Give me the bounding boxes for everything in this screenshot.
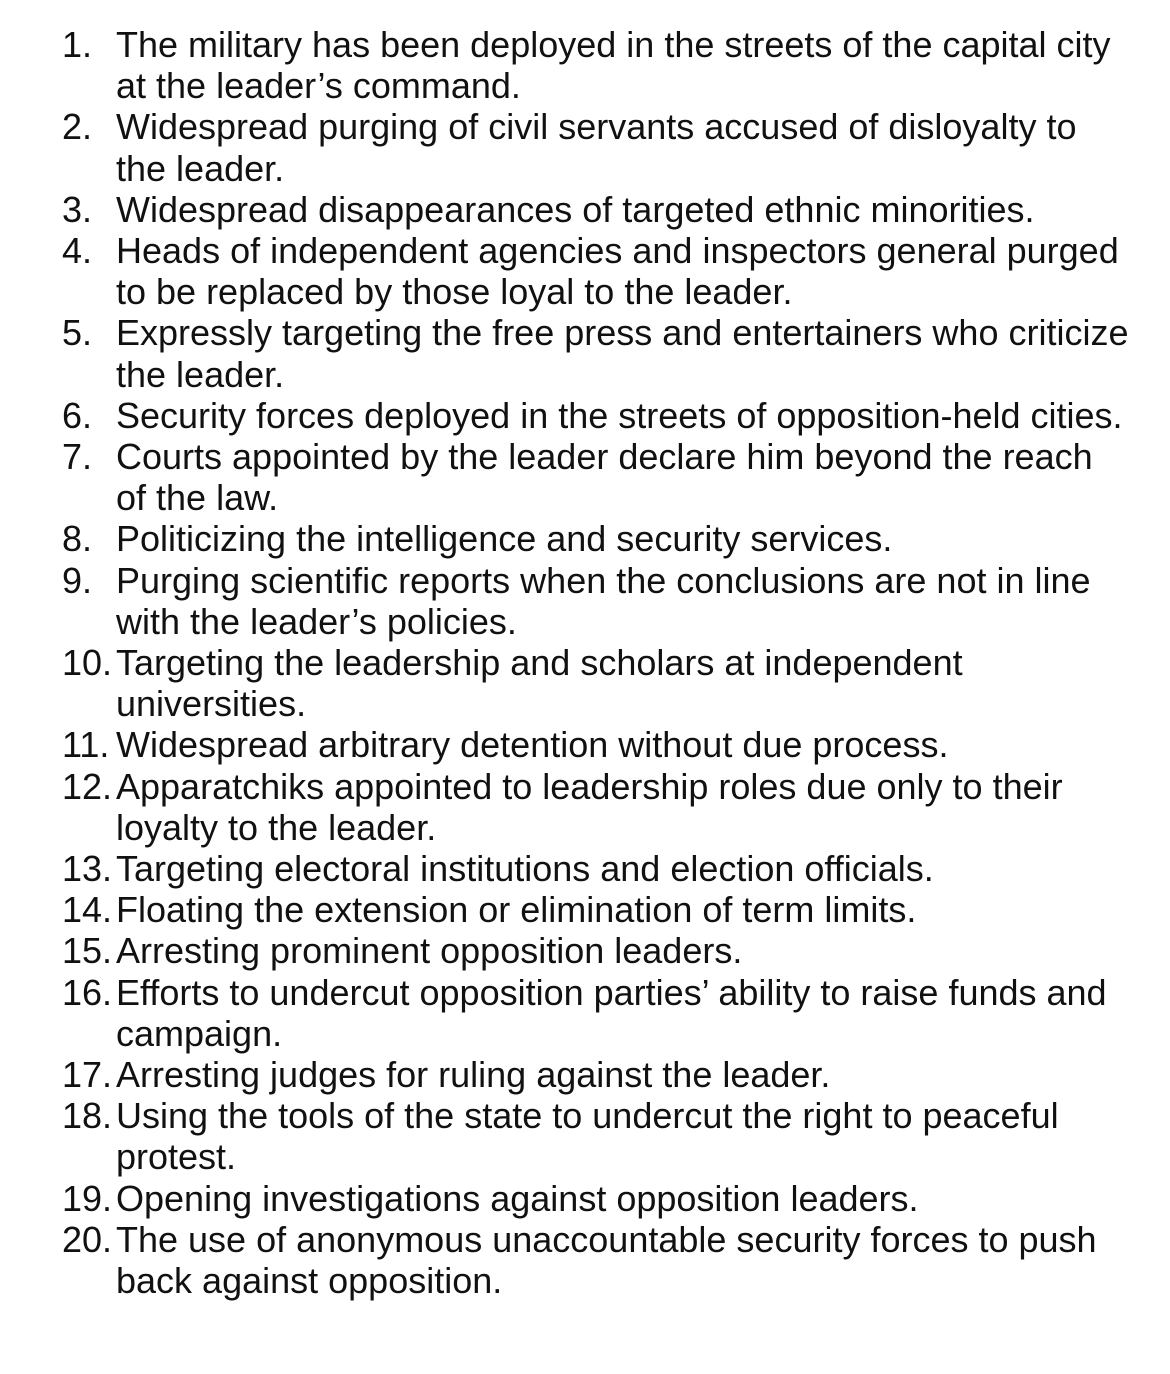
list-item bbox=[0, 312, 1170, 394]
list-item-number: 14. bbox=[62, 889, 113, 931]
list-item-number: 16. bbox=[62, 971, 113, 1013]
list-item-text: Expressly targeting the free press and entertainers who criticize the leader. bbox=[116, 312, 1129, 395]
list-item-number: 18. bbox=[62, 1095, 113, 1137]
list-item bbox=[0, 1095, 1170, 1177]
list-item-text: Targeting electoral institutions and election officials. bbox=[116, 848, 934, 890]
list-item bbox=[0, 889, 1170, 930]
list-item-number: 8. bbox=[62, 518, 93, 560]
list-item bbox=[0, 972, 1170, 1054]
list-item-text: Efforts to undercut opposition parties’ ability to raise funds and campaign. bbox=[116, 971, 1107, 1054]
list-item-number: 7. bbox=[62, 436, 93, 478]
numbered-list bbox=[0, 24, 1170, 1301]
list-item-number: 5. bbox=[62, 312, 93, 354]
list-item-text: Floating the extension or elimination of term limits. bbox=[116, 889, 917, 931]
list-item bbox=[0, 106, 1170, 188]
list-item-number: 4. bbox=[62, 230, 93, 272]
list-item bbox=[0, 230, 1170, 312]
list-item bbox=[0, 1054, 1170, 1095]
list-item-text: Targeting the leadership and scholars at independent universities. bbox=[116, 642, 963, 725]
list-item-text: The use of anonymous unaccountable security forces to push back against opposition. bbox=[116, 1218, 1097, 1302]
list-item-text: Politicizing the intelligence and security services. bbox=[116, 518, 893, 560]
list-item-number: 10. bbox=[62, 642, 113, 684]
list-item bbox=[0, 1219, 1170, 1301]
list-item-number: 13. bbox=[62, 848, 113, 890]
list-item-number: 2. bbox=[62, 106, 93, 148]
list-item bbox=[0, 930, 1170, 971]
list-item-text: Security forces deployed in the streets of opposition-held cities. bbox=[116, 394, 1123, 436]
list-item-number: 1. bbox=[62, 24, 93, 65]
list-item-number: 6. bbox=[62, 394, 93, 436]
list-item-text: Widespread disappearances of targeted ethnic minorities. bbox=[116, 188, 1035, 230]
list-item bbox=[0, 848, 1170, 889]
list-item-text: Courts appointed by the leader declare him beyond the reach of the law. bbox=[116, 436, 1093, 519]
list-item bbox=[0, 24, 1170, 106]
list-item-text: Purging scientific reports when the conclusions are not in line with the leader’s policies. bbox=[116, 559, 1091, 642]
list-item-text: The military has been deployed in the streets of the capital city at the leader’s command. bbox=[116, 24, 1111, 107]
list-item-text: Widespread arbitrary detention without due process. bbox=[116, 724, 949, 766]
list-item-text: Opening investigations against opposition leaders. bbox=[116, 1177, 919, 1219]
list-item-text: Arresting prominent opposition leaders. bbox=[116, 930, 743, 972]
list-item bbox=[0, 436, 1170, 518]
list-item-text: Heads of independent agencies and inspectors general purged to be replaced by those loyal to the leader. bbox=[116, 230, 1119, 313]
list-item-text: Widespread purging of civil servants accused of disloyalty to the leader. bbox=[116, 106, 1077, 189]
list-item-number: 3. bbox=[62, 188, 93, 230]
list-item-number: 9. bbox=[62, 559, 93, 601]
list-item-text: Arresting judges for ruling against the leader. bbox=[116, 1054, 831, 1096]
list-item bbox=[0, 395, 1170, 436]
list-item-number: 12. bbox=[62, 765, 113, 807]
list-item-number: 11. bbox=[62, 724, 110, 766]
list-item bbox=[0, 560, 1170, 642]
list-item bbox=[0, 189, 1170, 230]
list-item-number: 19. bbox=[62, 1177, 113, 1219]
list-item bbox=[0, 724, 1170, 765]
list-item-number: 17. bbox=[62, 1054, 113, 1096]
list-item-text: Apparatchiks appointed to leadership roles due only to their loyalty to the leader. bbox=[116, 765, 1063, 848]
list-item-number: 15. bbox=[62, 930, 113, 972]
list-item-text: Using the tools of the state to undercut the right to peaceful protest. bbox=[116, 1095, 1059, 1178]
list-item bbox=[0, 642, 1170, 724]
list-item-number: 20. bbox=[62, 1218, 113, 1260]
list-item bbox=[0, 766, 1170, 848]
list-item bbox=[0, 518, 1170, 559]
list-item bbox=[0, 1178, 1170, 1219]
